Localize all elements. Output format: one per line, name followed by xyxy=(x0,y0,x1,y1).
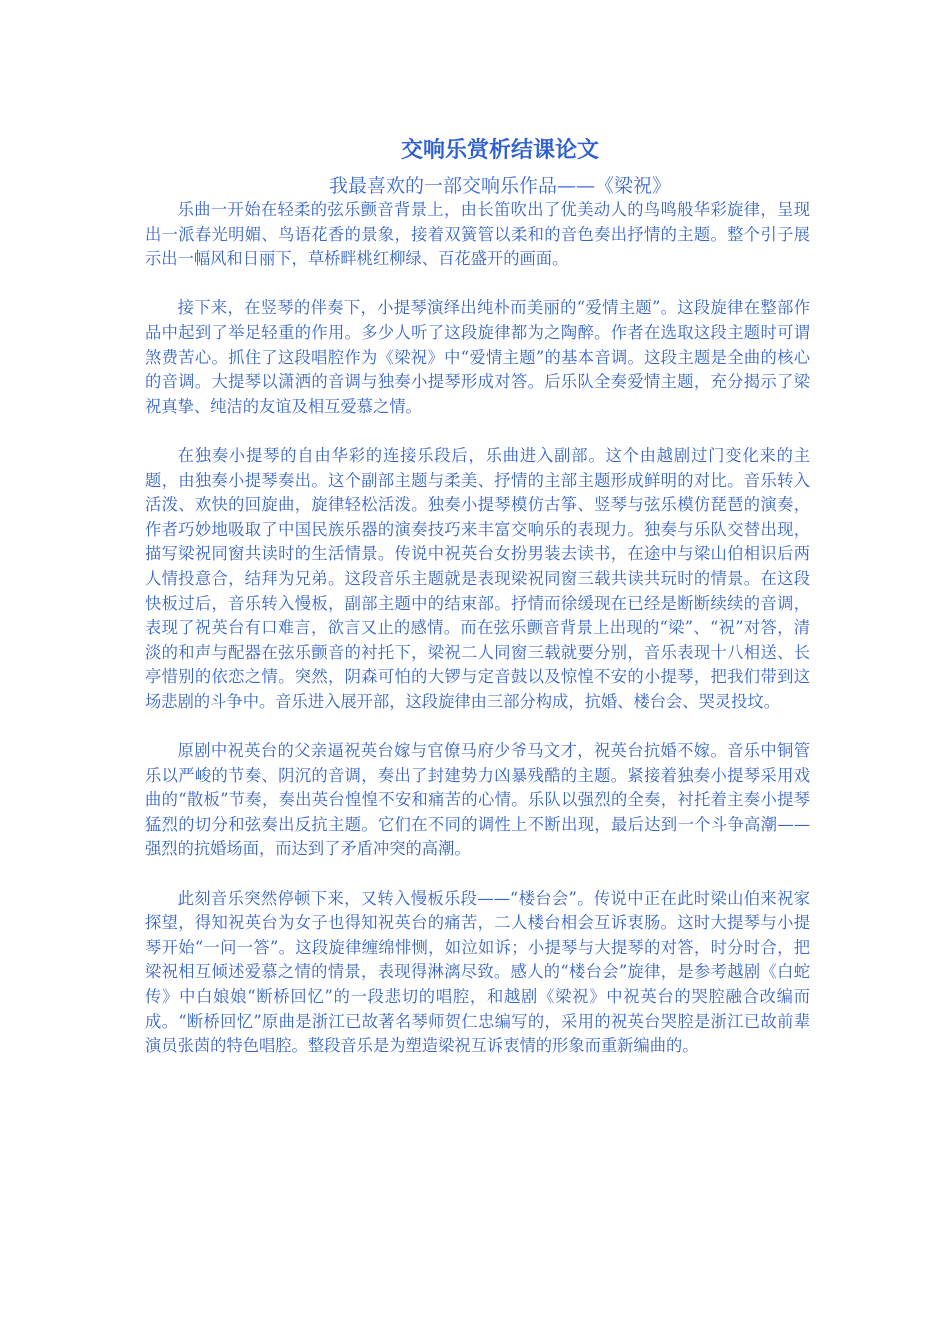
paragraph-gap xyxy=(145,714,810,739)
paragraph-gap xyxy=(145,862,810,887)
paragraph-gap xyxy=(145,419,810,444)
paragraph-secondary-theme: 在独奏小提琴的自由华彩的连接乐段后，乐曲进入副部。这个由越剧过门变化来的主题，由独奏小提琴奏出。这个副部主题与柔美、抒情的主部主题形成鲜明的对比。音乐转入活泼、欢快的回旋曲，旋律轻松活泼。独奏小提琴模仿古筝、竖琴与弦乐模仿琵琶的演奏，作者巧妙地吸取了中国民族乐器的演奏技巧来丰富交响乐的表现力。独奏与乐队交替出现，描写梁祝同窗共读时的生活情景。传说中祝英台女扮男装去读书，在途中与梁山伯相识后两人情投意合，结拜为兄弟。这段音乐主题就是表现梁祝同窗三载共读共玩时的情景。在这段快板过后，音乐转入慢板，副部主题中的结束部。抒情而徐缓现在已经是断断续续的音调，表现了祝英台有口难言，欲言又止的感情。而在弦乐颤音背景上出现的“梁”、“祝”对答，清淡的和声与配器在弦乐颤音的衬托下，梁祝二人同窗三载就要分别，音乐表现十八相送、长亭惜别的依恋之情。突然，阴森可怕的大锣与定音鼓以及惊惶不安的小提琴，把我们带到这场悲剧的斗争中。音乐进入展开部，这段旋律由三部分构成，抗婚、楼台会、哭灵投坟。 xyxy=(145,445,810,711)
paragraph-intro: 乐曲一开始在轻柔的弦乐颤音背景上，由长笛吹出了优美动人的鸟鸣般华彩旋律，呈现出一派春光明媚、鸟语花香的景象，接着双簧管以柔和的音色奏出抒情的主题。整个引子展示出一幅风和日丽下，草桥畔桃红柳绿、百花盛开的画面。 xyxy=(145,200,810,269)
document-title: 交响乐赏析结课论文 xyxy=(400,137,599,163)
paragraph-gap xyxy=(145,272,810,297)
paragraph-resist-marriage: 原剧中祝英台的父亲逼祝英台嫁与官僚马府少爷马文才，祝英台抗婚不嫁。音乐中铜管乐以严峻的节奏、阴沉的音调，奏出了封建势力凶暴残酷的主题。紧接着独奏小提琴采用戏曲的“散板”节奏，奏出英台惶惶不安和痛苦的心情。乐队以强烈的全奏，衬托着主奏小提琴猛烈的切分和弦奏出反抗主题。它们在不同的调性上不断出现，最后达到一个斗争高潮——强烈的抗婚场面，而达到了矛盾冲突的高潮。 xyxy=(145,741,810,859)
paragraph-love-theme: 接下来，在竖琴的伴奏下，小提琴演绎出纯朴而美丽的“爱情主题”。这段旋律在整部作品中起到了举足轻重的作用。多少人听了这段旋律都为之陶醉。作者在选取这段主题时可谓煞费苦心。抓住了这段唱腔作为《梁祝》中“爱情主题”的基本音调。这段主题是全曲的核心的音调。大提琴以潇洒的音调与独奏小提琴形成对答。后乐队全奏爱情主题，充分揭示了梁祝真挚、纯洁的友谊及相互爱慕之情。 xyxy=(145,298,810,416)
document-subtitle: 我最喜欢的一部交响乐作品——《梁祝》 xyxy=(328,175,671,197)
document-body xyxy=(145,198,810,1059)
paragraph-balcony-meeting: 此刻音乐突然停顿下来，又转入慢板乐段——“楼台会”。传说中正在此时梁山伯来祝家探望，得知祝英台为女子也得知祝英台的痛苦，二人楼台相会互诉衷肠。这时大提琴与小提琴开始“一问一答”。这段旋律缠绵悱恻，如泣如诉；小提琴与大提琴的对答，时分时合，把梁祝相互倾述爱慕之情的情景，表现得淋漓尽致。感人的“楼台会”旋律，是参考越剧《白蛇传》中白娘娘“断桥回忆”的一段悲切的唱腔，和越剧《梁祝》中祝英台的哭腔融合改编而成。“断桥回忆”原曲是浙江已故著名琴师贺仁忠编写的，采用的祝英台哭腔是浙江已故前辈演员张茵的特色唱腔。整段音乐是为塑造梁祝互诉衷情的形象而重新编曲的。 xyxy=(145,888,810,1056)
